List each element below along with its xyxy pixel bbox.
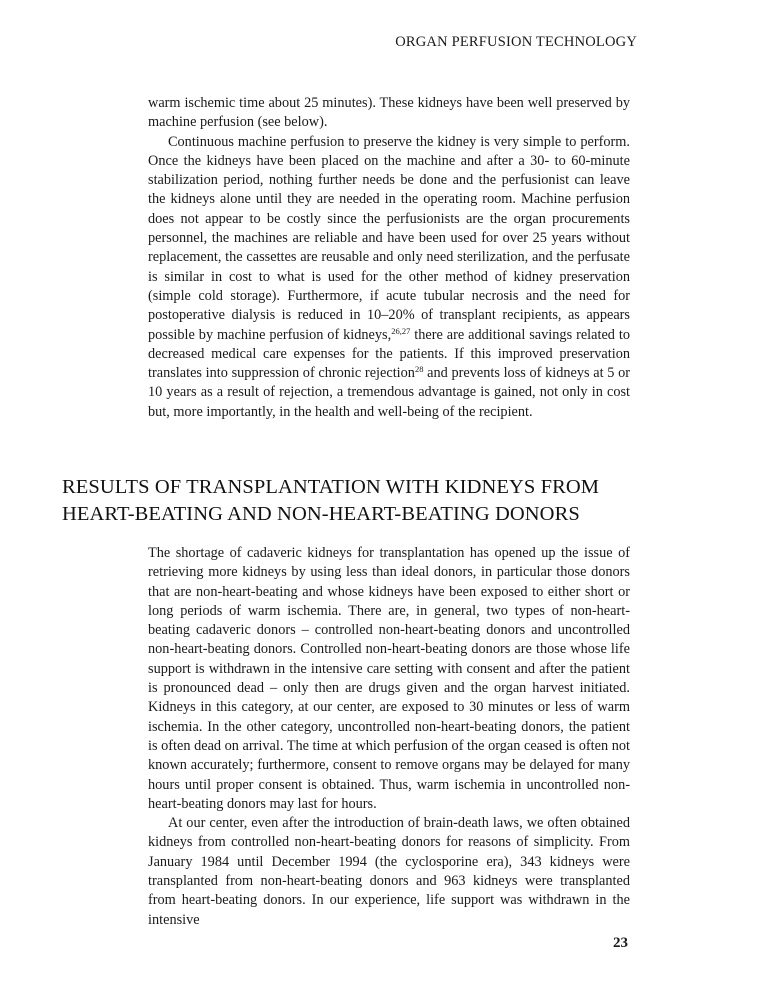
- paragraph-our-center: [148, 814, 630, 930]
- top-text-section: [148, 94, 630, 422]
- paragraph-shortage: [148, 544, 630, 814]
- citation-superscript: 28: [414, 364, 424, 375]
- paragraph-warm-ischemic: [148, 94, 630, 133]
- page-number: 23: [613, 935, 628, 951]
- paragraph-text: there are additional savings related to decreased medical care expenses for the patients. If this improved preservation translates into suppression of chronic rejection: [148, 326, 631, 382]
- paragraph-machine-perfusion: [148, 133, 630, 422]
- running-head: ORGAN PERFUSION TECHNOLOGY: [395, 34, 637, 50]
- citation-superscript: 26,27: [391, 325, 411, 336]
- paragraph-text: warm ischemic time about 25 minutes). These kidneys have been well preserved by machine perfusion (see below).: [148, 95, 630, 131]
- paragraph-text: Continuous machine perfusion to preserve the kidney is very simple to perform. Once the kidneys have been placed on the machine and after a 30- to 60-minute stabilization period, nothing further needs be done and the perfusionist can leave the kidneys alone until they are needed in the operating room. Machine perfusion does not appear to be costly since the perfusionists are the organ procurements personnel, the machines are reliable and have been used for over 25 years without replacement, the cassettes are reusable and only need sterilization, and the perfusate is similar in cost to what is used for the other method of kidney preservation (simple cold storage). Furthermore, if acute tubular necrosis and the need for postoperative dialysis is reduced in 10–20% of transplant recipients, as appears possible by machine perfusion of kidneys,: [148, 133, 630, 343]
- section-heading-line: HEART-BEATING AND NON-HEART-BEATING DONORS: [62, 503, 580, 525]
- section-heading: [62, 474, 682, 528]
- section-heading-line: RESULTS OF TRANSPLANTATION WITH KIDNEYS FROM: [62, 476, 600, 498]
- paragraph-text: and prevents loss of kidneys at 5 or 10 years as a result of rejection, a tremendous advantage is gained, not only in cost but, more importantly, in the health and well-being of the recipient.: [148, 365, 630, 420]
- paragraph-text: At our center, even after the introduction of brain-death laws, we often obtained kidneys from controlled non-heart-beating donors for reasons of simplicity. From January 1984 until December 1994 (the cyclosporine era), 343 kidneys were transplanted from non-heart-beating donors and 963 kidneys were transplanted from heart-beating donors. In our experience, life support was withdrawn in the intensive: [148, 815, 630, 928]
- bottom-text-section: [148, 544, 630, 930]
- paragraph-text: The shortage of cadaveric kidneys for transplantation has opened up the issue of retrieving more kidneys by using less than ideal donors, in particular those donors that are non-heart-beating and whose kidneys have been exposed to either short or long periods of warm ischemia. There are, in general, two types of non-heart-beating cadaveric donors – controlled non-heart-beating donors and uncontrolled non-heart-beating donors. Controlled non-heart-beating donors are those whose life support is withdrawn in the intensive care setting with consent and after the patient is pronounced dead – only then are drugs given and the organ harvest initiated. Kidneys in this category, at our center, are exposed to 30 minutes or less of warm ischemia. In the other category, uncontrolled non-heart-beating donors, the patient is often dead on arrival. The time at which perfusion of the organ ceased is often not known accurately; furthermore, consent to remove organs may be delayed for many hours until proper consent is obtained. Thus, warm ischemia in uncontrolled non-heart-beating donors may last for hours.: [148, 545, 630, 812]
